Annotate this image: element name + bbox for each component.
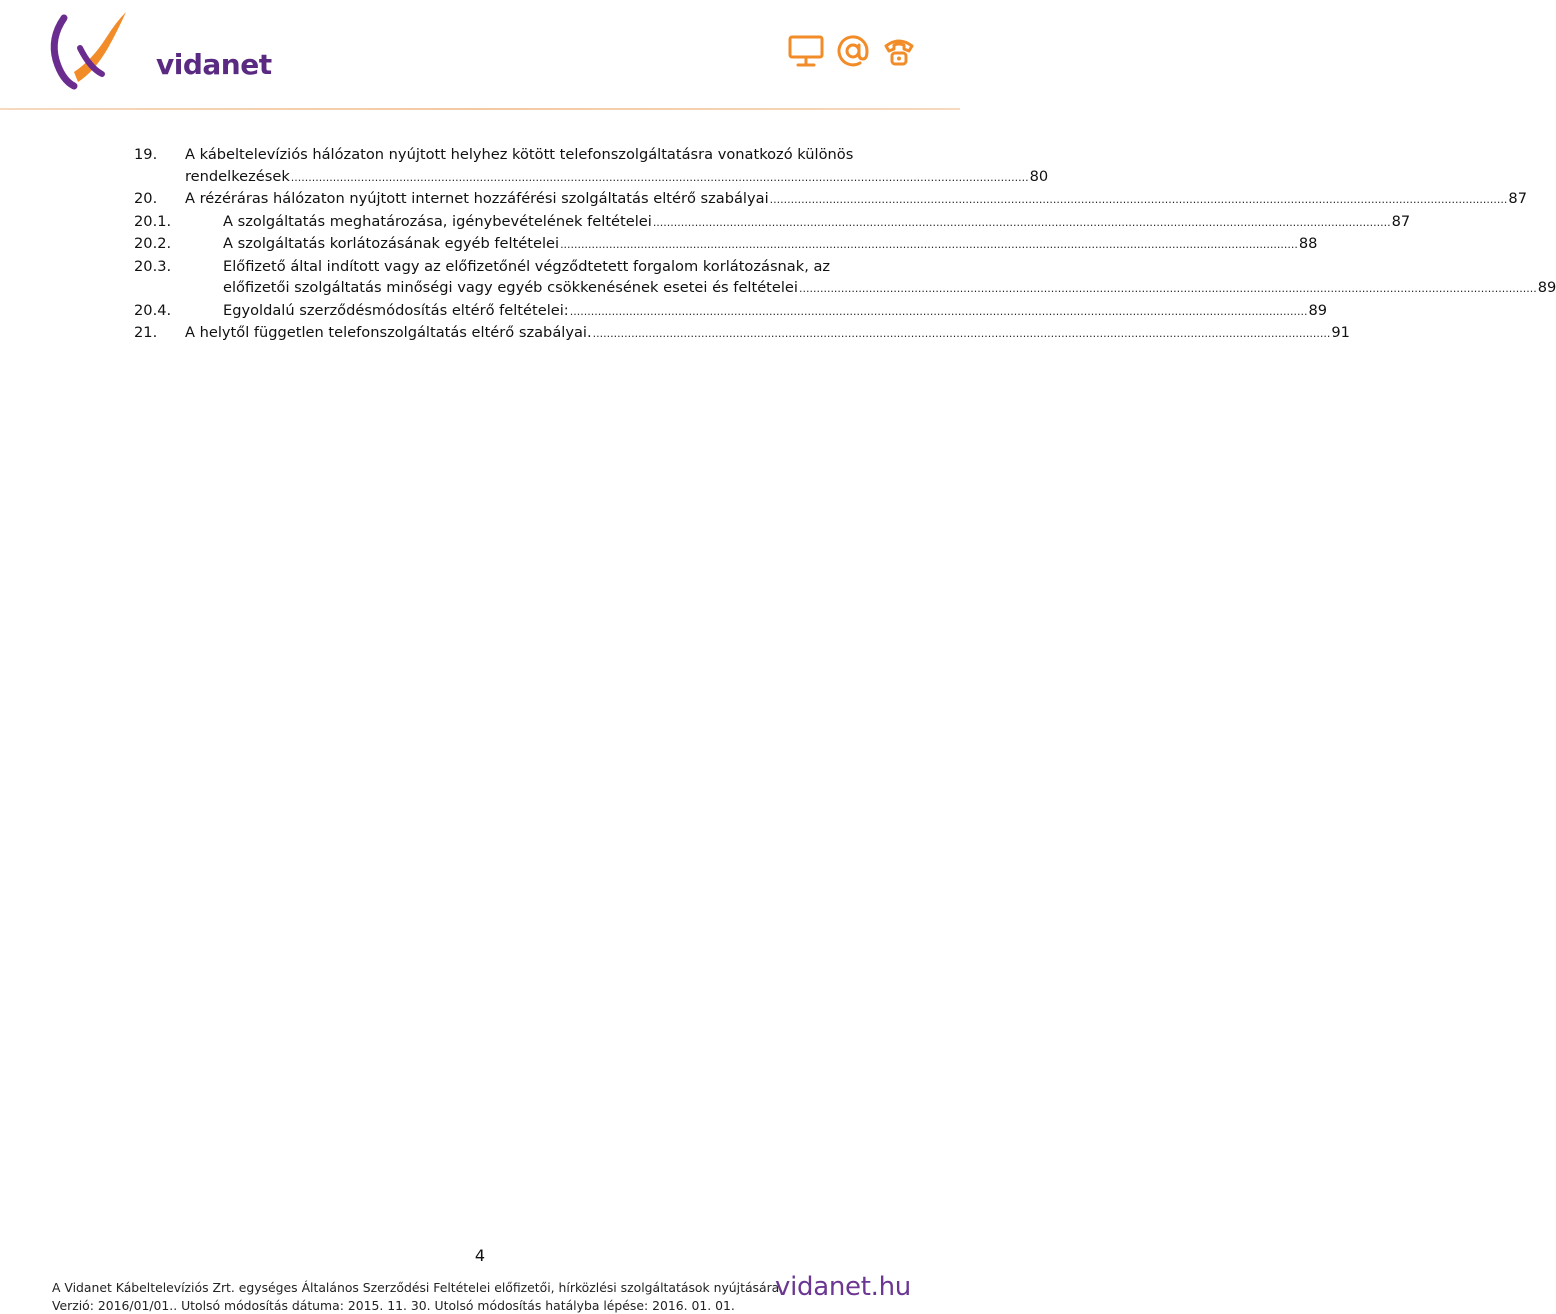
toc-page: 89 — [1537, 279, 1556, 296]
toc-entry-20[interactable] — [134, 188, 1527, 211]
toc-number: 20.4. — [134, 301, 172, 319]
toc-page: 91 — [1331, 324, 1350, 341]
toc-leader: ................................................................................................................................................................................................................... — [798, 282, 1537, 295]
toc-title: A helytől független telefonszolgáltatás eltérő szabályai. — [185, 324, 592, 341]
footer-brand: vidanet.hu — [775, 1272, 911, 1302]
toc-number: 19. — [134, 146, 158, 163]
toc-title: rendelkezések — [185, 167, 290, 185]
toc-entry-21[interactable] — [134, 322, 1350, 345]
toc-leader: ................................................................................................................................................................................................................... — [290, 170, 1029, 184]
toc-title-line: A kábeltelevíziós hálózaton nyújtott helyhez kötött telefonszolgáltatásra vonatkozó különös — [185, 146, 854, 163]
telephone-icon — [882, 34, 916, 68]
vidanet-logo — [44, 8, 272, 94]
header-divider — [0, 108, 960, 110]
toc-page: 88 — [1298, 235, 1318, 252]
toc-number: 20.2. — [134, 235, 172, 252]
toc-number: 20.3. — [134, 257, 172, 275]
toc-number: 21. — [134, 324, 158, 341]
toc-leader: ................................................................................................................................................................................................................... — [560, 238, 1298, 251]
at-sign-icon — [836, 34, 870, 68]
toc-title: Egyoldalú szerződésmódosítás eltérő feltételei: — [223, 301, 569, 319]
monitor-icon — [788, 34, 824, 68]
table-of-contents — [134, 144, 1556, 345]
toc-leader: ................................................................................................................................................................................................................... — [769, 193, 1508, 206]
logo-wordmark: vidanet — [156, 48, 272, 81]
toc-page: 80 — [1029, 167, 1049, 185]
footer-line-1: A Vidanet Kábeltelevíziós Zrt. egységes Általános Szerződési Feltételei előfizetői, hírközlési szolgáltatások nyújtására. — [52, 1280, 784, 1295]
toc-page: 89 — [1308, 301, 1328, 319]
toc-page: 87 — [1508, 190, 1527, 207]
toc-leader: ................................................................................................................................................................................................................... — [592, 327, 1331, 340]
toc-title: előfizetői szolgáltatás minőségi vagy egyéb csökkenésének esetei és feltételei — [223, 279, 798, 296]
toc-entry-20-1[interactable] — [134, 211, 1411, 234]
toc-leader: ................................................................................................................................................................................................................... — [569, 304, 1308, 318]
toc-entry-19[interactable] — [134, 144, 1049, 188]
toc-title-line: Előfizető által indított vagy az előfizetőnél végződtetett forgalom korlátozásnak, az — [223, 257, 831, 275]
toc-title: A szolgáltatás meghatározása, igénybevételének feltételei — [223, 212, 652, 230]
toc-entry-20-4[interactable] — [134, 300, 1328, 323]
toc-page: 87 — [1391, 212, 1411, 230]
page-number: 4 — [474, 1246, 486, 1265]
contact-icons — [788, 34, 916, 74]
toc-number: 20.1. — [134, 212, 172, 230]
toc-title: A rézéráras hálózaton nyújtott internet hozzáférési szolgáltatás eltérő szabályai — [185, 190, 769, 207]
toc-entry-20-3[interactable] — [134, 256, 1556, 300]
toc-entry-20-2[interactable] — [134, 233, 1318, 256]
page-header — [0, 0, 960, 110]
footer-text — [52, 1279, 783, 1314]
toc-title: A szolgáltatás korlátozásának egyéb feltételei — [223, 235, 560, 252]
toc-leader: ................................................................................................................................................................................................................... — [652, 215, 1391, 229]
toc-number: 20. — [134, 190, 158, 207]
footer-line-2: Verzió: 2016/01/01.. Utolsó módosítás dátuma: 2015. 11. 30. Utolsó módosítás hatályba lépése: 2016. 01. 01. — [52, 1297, 735, 1313]
